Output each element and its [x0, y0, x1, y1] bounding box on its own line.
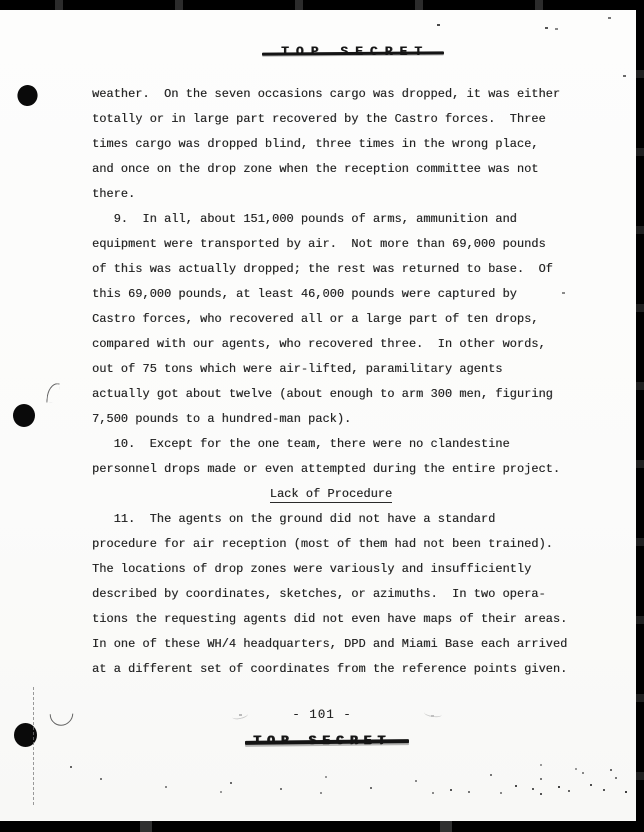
- document-line: The locations of drop zones were variously and insufficiently: [92, 562, 532, 576]
- scan-noise-band: [70, 766, 72, 768]
- page-number: - 101 -: [292, 708, 352, 722]
- document-line: personnel drops made or even attempted during the entire project.: [92, 462, 561, 476]
- hole-punch-mark-middle: [13, 404, 35, 427]
- document-line: 9. In all, about 151,000 pounds of arms, ammunition and: [92, 212, 517, 226]
- document-line: at a different set of coordinates from the reference points given.: [92, 662, 568, 676]
- document-line: out of 75 tons which were air-lifted, paramilitary agents: [92, 362, 503, 376]
- document-line: described by coordinates, sketches, or azimuths. In two opera-: [92, 587, 546, 601]
- document-line: totally or in large part recovered by the Castro forces. Three: [92, 112, 546, 126]
- document-line: Castro forces, who recovered all or a large part of ten drops,: [92, 312, 539, 326]
- section-heading-text: Lack of Procedure: [269, 487, 393, 501]
- document-line: 11. The agents on the ground did not have a standard: [92, 512, 496, 526]
- document-line: equipment were transported by air. Not more than 69,000 pounds: [92, 237, 546, 251]
- scanner-edge-bar-bottom: [0, 821, 644, 832]
- document-line: actually got about twelve (about enough to arm 300 men, figuring: [92, 387, 553, 401]
- document-line: and once on the drop zone when the reception committee was not: [92, 162, 539, 176]
- document-body: [92, 82, 570, 682]
- hole-punch-mark-top: [16, 84, 39, 108]
- document-line: compared with our agents, who recovered three. In other words,: [92, 337, 546, 351]
- section-heading: [92, 482, 570, 507]
- document-line: tions the requesting agents did not even have maps of their areas.: [92, 612, 568, 626]
- document-line: this 69,000 pounds, at least 46,000 pounds were captured by: [92, 287, 517, 301]
- document-line: 7,500 pounds to a hundred-man pack).: [92, 412, 352, 426]
- pen-paren-mark-upper: [46, 383, 59, 404]
- document-line: procedure for air reception (most of them had not been trained).: [92, 537, 553, 551]
- document-line: there.: [92, 187, 136, 201]
- scanner-edge-bar-top: [0, 0, 644, 10]
- document-line: weather. On the seven occasions cargo was dropped, it was either: [92, 87, 561, 101]
- document-line: 10. Except for the one team, there were no clandestine: [92, 437, 510, 451]
- document-line: times cargo was dropped blind, three times in the wrong place,: [92, 137, 539, 151]
- document-line: of this was actually dropped; the rest was returned to base. Of: [92, 262, 553, 276]
- document-line: In one of these WH/4 headquarters, DPD and Miami Base each arrived: [92, 637, 568, 651]
- margin-dashed-line: [33, 687, 34, 805]
- scan-noise-specks: [437, 24, 440, 26]
